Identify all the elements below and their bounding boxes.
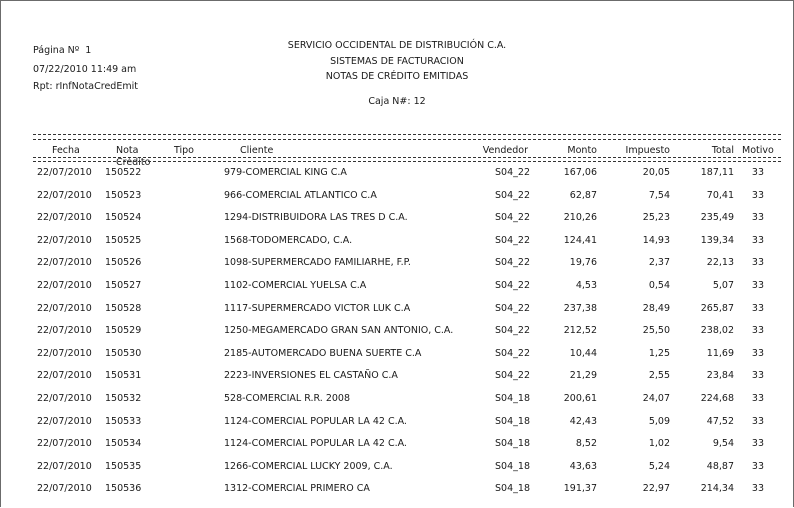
cell-vendedor: S04_18 [495,393,530,404]
cell-fecha: 22/07/2010 [37,415,92,427]
page-number: 1 [85,45,92,56]
cell-impuesto: 1,02 [648,438,670,450]
col-nota: Nota Crédito [116,145,151,165]
cell-vendedor: S04_22 [495,280,530,291]
col-monto: Monto [567,145,597,156]
table-row [0,348,794,371]
col-impuesto: Impuesto [625,145,670,156]
cell-vendedor: S04_18 [495,415,530,427]
cell-vendedor: S04_22 [495,347,530,359]
cell-motivo: 33 [751,370,764,382]
cell-nota: 150525 [105,234,142,246]
cell-nota: 150532 [105,393,142,404]
cell-monto: 212,52 [563,325,597,337]
cell-vendedor: S04_22 [495,257,530,269]
cell-motivo: 33 [751,234,764,246]
cell-impuesto: 5,09 [648,415,670,427]
cell-motivo: 33 [751,393,764,404]
cell-fecha: 22/07/2010 [37,280,92,291]
cell-nota: 150526 [105,257,142,269]
cell-impuesto: 25,23 [642,212,670,224]
cell-nota: 150523 [105,189,142,201]
table-row [0,235,794,258]
table-row [0,325,794,348]
col-cliente: Cliente [240,145,274,156]
cell-total: 48,87 [706,460,734,472]
cell-cliente: 1098-SUPERMERCADO FAMILIARHE, F.P. [224,257,411,269]
cell-cliente: 1312-COMERCIAL PRIMERO CA [224,483,370,495]
cell-impuesto: 25,50 [642,325,670,337]
col-vendedor: Vendedor [482,145,528,156]
col-motivo: Motivo [742,145,774,156]
cell-total: 238,02 [700,325,734,337]
divider-header-1 [33,157,781,158]
table-row [0,212,794,235]
cell-total: 187,11 [700,167,734,178]
cell-nota: 150524 [105,212,142,224]
cell-cliente: 1102-COMERCIAL YUELSA C.A [224,280,367,291]
cell-cliente: 966-COMERCIAL ATLANTICO C.A [224,189,377,201]
cell-cliente: 1117-SUPERMERCADO VICTOR LUK C.A [224,302,411,314]
cell-vendedor: S04_22 [495,234,530,246]
cell-monto: 124,41 [563,234,597,246]
cell-total: 70,41 [706,189,734,201]
page-label: Página Nº [33,45,80,56]
table-row [0,370,794,393]
cell-total: 11,69 [706,347,734,359]
cell-monto: 167,06 [563,167,597,178]
divider-header-2 [33,161,781,162]
cell-cliente: 528-COMERCIAL R.R. 2008 [224,393,351,404]
cell-motivo: 33 [751,167,764,178]
table-row [0,461,794,484]
cell-total: 265,87 [700,302,734,314]
cell-monto: 10,44 [569,347,597,359]
col-total: Total [711,145,734,156]
cell-motivo: 33 [751,302,764,314]
company-name: SERVICIO OCCIDENTAL DE DISTRIBUCIÓN C.A. [287,40,507,51]
cell-fecha: 22/07/2010 [37,438,92,450]
cell-motivo: 33 [751,212,764,224]
cell-motivo: 33 [751,483,764,495]
cell-impuesto: 1,25 [648,347,670,359]
table-row [0,416,794,439]
cell-motivo: 33 [751,257,764,269]
report-datetime: 07/22/2010 11:49 am [33,64,137,75]
cell-nota: 150529 [105,325,142,337]
cell-monto: 21,29 [569,370,597,382]
caja-number: Caja N#: 12 [368,96,426,107]
cell-monto: 200,61 [563,393,597,404]
cell-impuesto: 20,05 [642,167,670,178]
cell-monto: 191,37 [563,483,597,495]
table-row [0,190,794,213]
cell-fecha: 22/07/2010 [37,189,92,201]
cell-cliente: 2223-INVERSIONES EL CASTAÑO C.A [224,370,398,382]
cell-impuesto: 14,93 [642,234,670,246]
cell-motivo: 33 [751,325,764,337]
table-row [0,483,794,506]
cell-total: 9,54 [712,438,734,450]
cell-fecha: 22/07/2010 [37,347,92,359]
cell-impuesto: 2,55 [648,370,670,382]
cell-fecha: 22/07/2010 [37,302,92,314]
cell-vendedor: S04_18 [495,483,530,495]
cell-motivo: 33 [751,347,764,359]
cell-nota: 150527 [105,280,142,291]
cell-nota: 150535 [105,460,142,472]
cell-fecha: 22/07/2010 [37,483,92,495]
cell-impuesto: 2,37 [648,257,670,269]
cell-total: 47,52 [706,415,734,427]
table-row [0,257,794,280]
cell-fecha: 22/07/2010 [37,234,92,246]
cell-cliente: 979-COMERCIAL KING C.A [224,167,347,178]
cell-total: 5,07 [712,280,734,291]
cell-impuesto: 7,54 [648,189,670,201]
cell-nota: 150522 [105,167,142,178]
cell-vendedor: S04_22 [495,189,530,201]
table-row [0,303,794,326]
cell-nota: 150530 [105,347,142,359]
cell-motivo: 33 [751,415,764,427]
cell-monto: 8,52 [575,438,597,450]
cell-nota: 150534 [105,438,142,450]
cell-motivo: 33 [751,280,764,291]
cell-vendedor: S04_22 [495,325,530,337]
report-id: Rpt: rInfNotaCredEmit [33,81,138,92]
cell-cliente: 1250-MEGAMERCADO GRAN SAN ANTONIO, C.A. [224,325,454,337]
cell-cliente: 1124-COMERCIAL POPULAR LA 42 C.A. [224,415,407,427]
cell-fecha: 22/07/2010 [37,460,92,472]
cell-vendedor: S04_18 [495,438,530,450]
cell-impuesto: 5,24 [648,460,670,472]
table-row [0,280,794,303]
cell-monto: 62,87 [569,189,597,201]
cell-impuesto: 24,07 [642,393,670,404]
cell-monto: 43,63 [569,460,597,472]
report-title: NOTAS DE CRÉDITO EMITIDAS [325,71,469,82]
col-tipo: Tipo [174,145,194,156]
cell-nota: 150536 [105,483,142,495]
cell-cliente: 1266-COMERCIAL LUCKY 2009, C.A. [224,460,393,472]
cell-monto: 237,38 [563,302,597,314]
cell-cliente: 1294-DISTRIBUIDORA LAS TRES D C.A. [224,212,408,224]
cell-cliente: 2185-AUTOMERCADO BUENA SUERTE C.A [224,347,422,359]
cell-impuesto: 0,54 [648,280,670,291]
cell-motivo: 33 [751,438,764,450]
cell-total: 22,13 [706,257,734,269]
column-headers [0,0,794,165]
cell-cliente: 1568-TODOMERCADO, C.A. [224,234,353,246]
cell-total: 224,68 [700,393,734,404]
cell-monto: 42,43 [569,415,597,427]
cell-vendedor: S04_22 [495,302,530,314]
cell-fecha: 22/07/2010 [37,257,92,269]
cell-nota: 150533 [105,415,142,427]
cell-cliente: 1124-COMERCIAL POPULAR LA 42 C.A. [224,438,407,450]
cell-fecha: 22/07/2010 [37,325,92,337]
cell-impuesto: 22,97 [642,483,670,495]
cell-fecha: 22/07/2010 [37,370,92,382]
cell-motivo: 33 [751,189,764,201]
cell-monto: 19,76 [569,257,597,269]
cell-fecha: 22/07/2010 [37,393,92,404]
cell-fecha: 22/07/2010 [37,167,92,178]
cell-nota: 150528 [105,302,142,314]
table-row [0,167,794,190]
cell-total: 214,34 [700,483,734,495]
cell-total: 235,49 [700,212,734,224]
cell-vendedor: S04_22 [495,212,530,224]
col-fecha: Fecha [52,145,80,156]
table-row [0,393,794,416]
cell-total: 23,84 [706,370,734,382]
cell-monto: 210,26 [563,212,597,224]
cell-vendedor: S04_18 [495,460,530,472]
cell-total: 139,34 [700,234,734,246]
cell-impuesto: 28,49 [642,302,670,314]
table-row [0,438,794,461]
system-name: SISTEMAS DE FACTURACION [330,56,464,67]
cell-vendedor: S04_22 [495,167,530,178]
cell-vendedor: S04_22 [495,370,530,382]
cell-monto: 4,53 [575,280,597,291]
cell-motivo: 33 [751,460,764,472]
cell-nota: 150531 [105,370,142,382]
cell-fecha: 22/07/2010 [37,212,92,224]
